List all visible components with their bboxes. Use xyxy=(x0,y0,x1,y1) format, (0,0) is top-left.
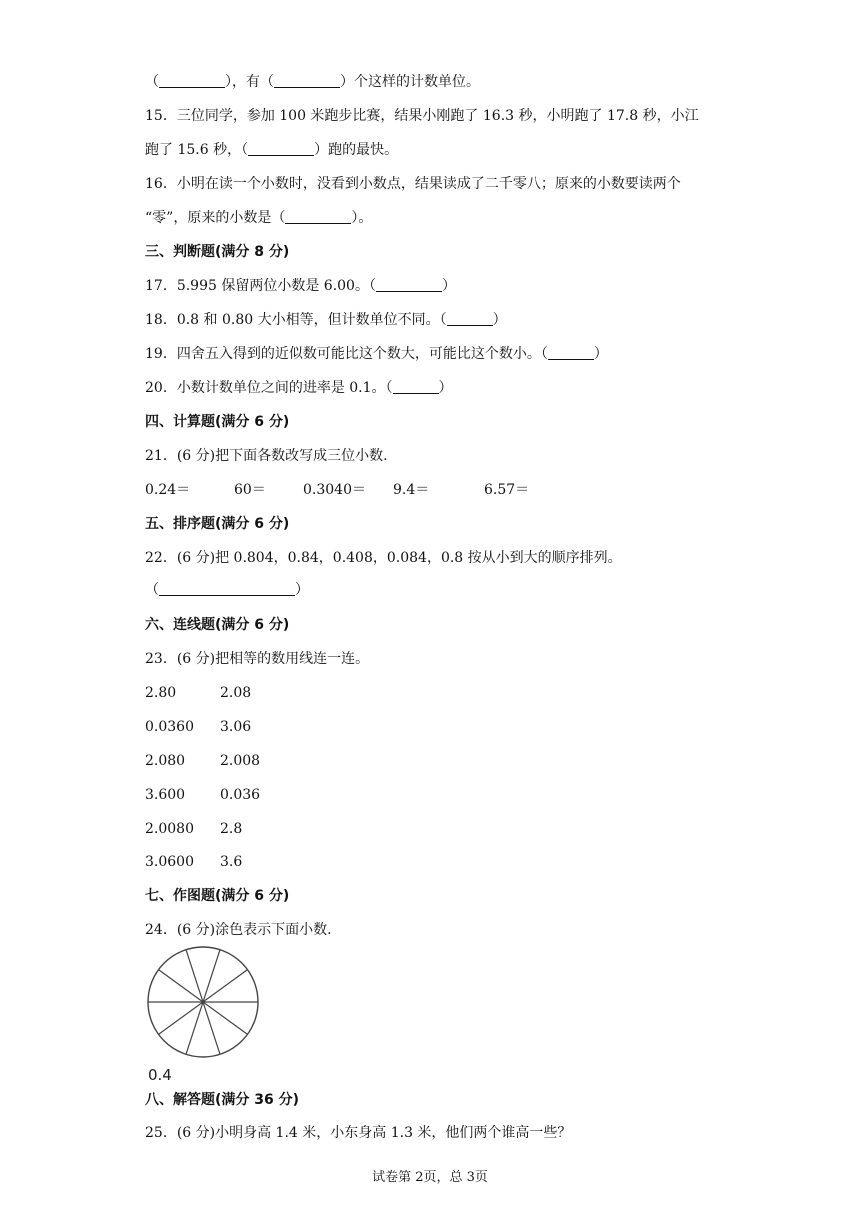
answer-blank[interactable] xyxy=(248,141,314,156)
match-left-item[interactable]: 2.0080 xyxy=(145,821,194,837)
q16-line2: “零”，原来的小数是（ ）。 xyxy=(145,210,373,226)
match-right-item[interactable]: 2.008 xyxy=(220,753,261,769)
answer-blank[interactable] xyxy=(393,379,439,394)
answer-blank[interactable] xyxy=(159,73,225,88)
answer-blank[interactable] xyxy=(548,345,594,360)
section-heading-matching: 六、连线题(满分 6 分) xyxy=(145,617,290,633)
q25: 25．(6 分)小明身高 1.4 米，小东身高 1.3 米，他们两个谁高一些？ xyxy=(145,1125,572,1141)
q19: 19．四舍五入得到的近似数可能比这个数大，可能比这个数小。（ ） xyxy=(145,346,608,362)
q21: 21．(6 分)把下面各数改写成三位小数. xyxy=(145,448,388,464)
q24: 24．(6 分)涂色表示下面小数. xyxy=(145,922,332,938)
q16-line1: 16．小明在读一个小数时，没看到小数点，结果读成了二千零八；原来的小数要读两个 xyxy=(145,176,681,192)
q22-answer: （ ） xyxy=(145,582,309,598)
q21-item: 9.4＝ xyxy=(393,482,430,498)
match-right-item[interactable]: 3.06 xyxy=(220,719,252,735)
section-heading-drawing: 七、作图题(满分 6 分) xyxy=(145,888,290,904)
section-heading-judgement: 三、判断题(满分 8 分) xyxy=(145,244,290,260)
q15-line2: 跑了 15.6 秒，（ ）跑的最快。 xyxy=(145,142,399,158)
q21-item: 0.3040＝ xyxy=(303,482,366,498)
q14-continuation: （ ），有（ ）个这样的计数单位。 xyxy=(145,74,480,90)
match-left-item[interactable]: 3.600 xyxy=(145,787,186,803)
match-left-item[interactable]: 0.0360 xyxy=(145,719,194,735)
answer-blank[interactable] xyxy=(274,73,340,88)
answer-blank[interactable] xyxy=(376,277,442,292)
section-heading-ordering: 五、排序题(满分 6 分) xyxy=(145,516,290,532)
match-left-item[interactable]: 2.80 xyxy=(145,685,177,701)
page-footer: 试卷第 2页，总 3页 xyxy=(372,1170,488,1185)
q17: 17．5.995 保留两位小数是 6.00。（ ） xyxy=(145,278,456,294)
q15-line1: 15．三位同学，参加 100 米跑步比赛，结果小刚跑了 16.3 秒，小明跑了 17.8 秒，小江 xyxy=(145,108,699,124)
match-right-item[interactable]: 3.6 xyxy=(220,854,243,870)
q21-item: 60＝ xyxy=(234,482,266,498)
section-heading-solving: 八、解答题(满分 36 分) xyxy=(145,1092,300,1108)
match-left-item[interactable]: 3.0600 xyxy=(145,854,194,870)
match-left-item[interactable]: 2.080 xyxy=(145,753,186,769)
match-right-item[interactable]: 2.08 xyxy=(220,685,252,701)
q18: 18．0.8 和 0.80 大小相等，但计数单位不同。（ ） xyxy=(145,312,507,328)
match-right-item[interactable]: 0.036 xyxy=(220,787,261,803)
q20: 20．小数计数单位之间的进率是 0.1。（ ） xyxy=(145,380,453,396)
fraction-circle[interactable] xyxy=(145,946,265,1086)
answer-blank[interactable] xyxy=(159,581,295,596)
q23: 23．(6 分)把相等的数用线连一连。 xyxy=(145,651,370,667)
answer-blank[interactable] xyxy=(285,209,351,224)
answer-blank[interactable] xyxy=(447,311,493,326)
q21-item: 0.24＝ xyxy=(145,482,191,498)
match-right-item[interactable]: 2.8 xyxy=(220,821,243,837)
circle-label: 0.4 xyxy=(148,1066,172,1084)
q21-item: 6.57＝ xyxy=(484,482,530,498)
q22: 22．(6 分)把 0.804，0.84，0.408，0.084，0.8 按从小到大的顺序排列。 xyxy=(145,550,622,566)
section-heading-calculation: 四、计算题(满分 6 分) xyxy=(145,414,290,430)
